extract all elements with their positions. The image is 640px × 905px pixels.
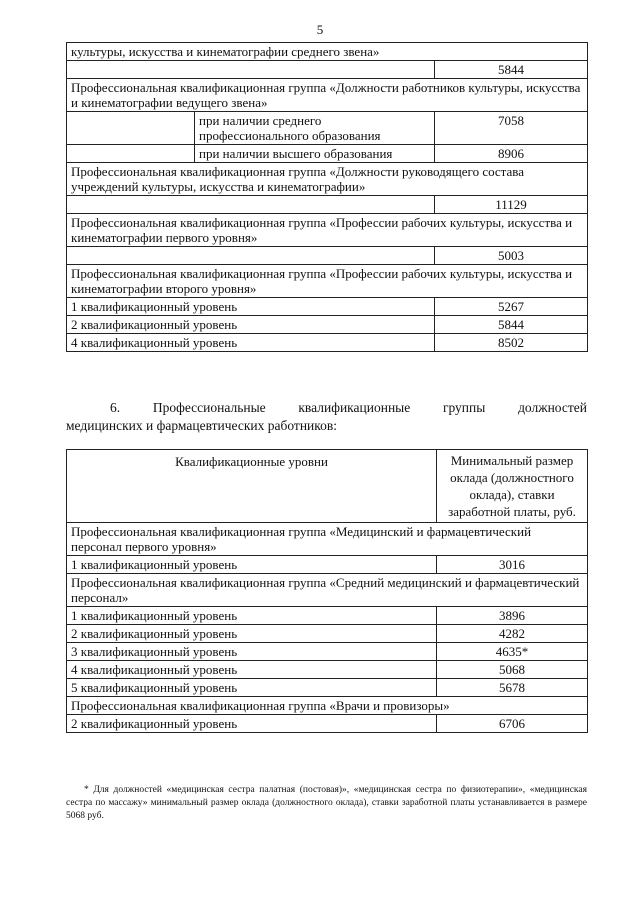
table-row xyxy=(67,265,588,298)
group-title-cell: Профессиональная квалификационная группа «Должности руководящего состава учреждений культуры, искусства и кинематографии» xyxy=(67,163,588,196)
salary-value-cell: 3016 xyxy=(437,556,588,574)
table-row xyxy=(67,625,588,643)
section-6-heading xyxy=(66,399,587,435)
table-row xyxy=(67,697,588,715)
empty-cell xyxy=(67,247,435,265)
group-title-cell: Профессиональная квалификационная группа «Средний медицинский и фармацевтический персонал» xyxy=(67,574,588,607)
level-label-cell: 2 квалификационный уровень xyxy=(67,316,435,334)
table-row xyxy=(67,556,588,574)
group-title-cell: Профессиональная квалификационная группа «Профессии рабочих культуры, искусства и кинематографии первого уровня» xyxy=(67,214,588,247)
salary-value-cell: 5844 xyxy=(435,61,588,79)
salary-value-cell: 7058 xyxy=(435,112,588,145)
table-row xyxy=(67,523,588,556)
level-label-cell: 2 квалификационный уровень xyxy=(67,715,437,733)
salary-value-cell: 8502 xyxy=(435,334,588,352)
table-row xyxy=(67,247,588,265)
group-title-cell: Профессиональная квалификационная группа «Профессии рабочих культуры, искусства и кинематографии второго уровня» xyxy=(67,265,588,298)
table-row xyxy=(67,661,588,679)
level-label-cell: 4 квалификационный уровень xyxy=(67,334,435,352)
salary-value-cell: 3896 xyxy=(437,607,588,625)
empty-cell xyxy=(67,196,435,214)
table-row xyxy=(67,43,588,61)
empty-cell xyxy=(67,61,435,79)
section-6-line-1 xyxy=(66,399,587,417)
table-row xyxy=(67,112,588,145)
table-row xyxy=(67,214,588,247)
table-row xyxy=(67,334,588,352)
level-label-cell: 1 квалификационный уровень xyxy=(67,556,437,574)
salary-value-cell: 4282 xyxy=(437,625,588,643)
table-header-row xyxy=(67,450,588,523)
group-title-cell: Профессиональная квалификационная группа «Врачи и провизоры» xyxy=(67,697,588,715)
salary-value-cell: 5844 xyxy=(435,316,588,334)
salary-value-cell: 8906 xyxy=(435,145,588,163)
group-title-cell: Профессиональная квалификационная группа «Медицинский и фармацевтический персонал первого уровня» xyxy=(67,523,588,556)
table-row xyxy=(67,679,588,697)
table-row xyxy=(67,316,588,334)
table-row xyxy=(67,643,588,661)
table-row xyxy=(67,298,588,316)
empty-cell xyxy=(67,145,195,163)
page-number: 5 xyxy=(316,22,324,37)
empty-cell xyxy=(67,112,195,145)
table-row xyxy=(67,607,588,625)
condition-label-cell: при наличии среднего профессионального образования xyxy=(195,112,435,145)
salary-value-cell: 5678 xyxy=(437,679,588,697)
section-word: Профессиональные xyxy=(152,400,266,415)
level-label-cell: 4 квалификационный уровень xyxy=(67,661,437,679)
table-row xyxy=(67,79,588,112)
section-6-line-2: медицинских и фармацевтических работников: xyxy=(66,418,338,433)
table-row xyxy=(67,61,588,79)
table-row xyxy=(67,715,588,733)
table-row xyxy=(67,574,588,607)
header-min-salary: Минимальный размер оклада (должностного оклада), ставки заработной платы, руб. xyxy=(437,450,588,523)
salary-value-cell: 5003 xyxy=(435,247,588,265)
section-number: 6. xyxy=(110,400,121,415)
level-label-cell: 1 квалификационный уровень xyxy=(67,607,437,625)
table-row xyxy=(67,163,588,196)
culture-salary-table xyxy=(66,42,588,352)
medical-salary-table xyxy=(66,449,588,733)
group-title-cell: Профессиональная квалификационная группа «Должности работников культуры, искусства и кинематографии ведущего звена» xyxy=(67,79,588,112)
group-title-cell: культуры, искусства и кинематографии среднего звена» xyxy=(67,43,588,61)
section-word: группы xyxy=(442,400,486,415)
salary-value-cell: 5068 xyxy=(437,661,588,679)
salary-value-cell: 6706 xyxy=(437,715,588,733)
header-qualification-levels: Квалификационные уровни xyxy=(67,450,437,523)
level-label-cell: 2 квалификационный уровень xyxy=(67,625,437,643)
salary-value-cell: 4635* xyxy=(437,643,588,661)
condition-label-cell: при наличии высшего образования xyxy=(195,145,435,163)
table-row xyxy=(67,145,588,163)
section-word: квалификационные xyxy=(298,400,411,415)
salary-value-cell: 11129 xyxy=(435,196,588,214)
salary-value-cell: 5267 xyxy=(435,298,588,316)
level-label-cell: 1 квалификационный уровень xyxy=(67,298,435,316)
table-row xyxy=(67,196,588,214)
section-word: должностей xyxy=(518,400,587,415)
footnote: * Для должностей «медицинская сестра палатная (постовая)», «медицинская сестра по физиотерапии», «медицинская сестра по массажу» минимальный размер оклада (должностного оклада), ставки заработной платы устанавливается в размере 5068 руб. xyxy=(66,785,587,821)
level-label-cell: 5 квалификационный уровень xyxy=(67,679,437,697)
level-label-cell: 3 квалификационный уровень xyxy=(67,643,437,661)
